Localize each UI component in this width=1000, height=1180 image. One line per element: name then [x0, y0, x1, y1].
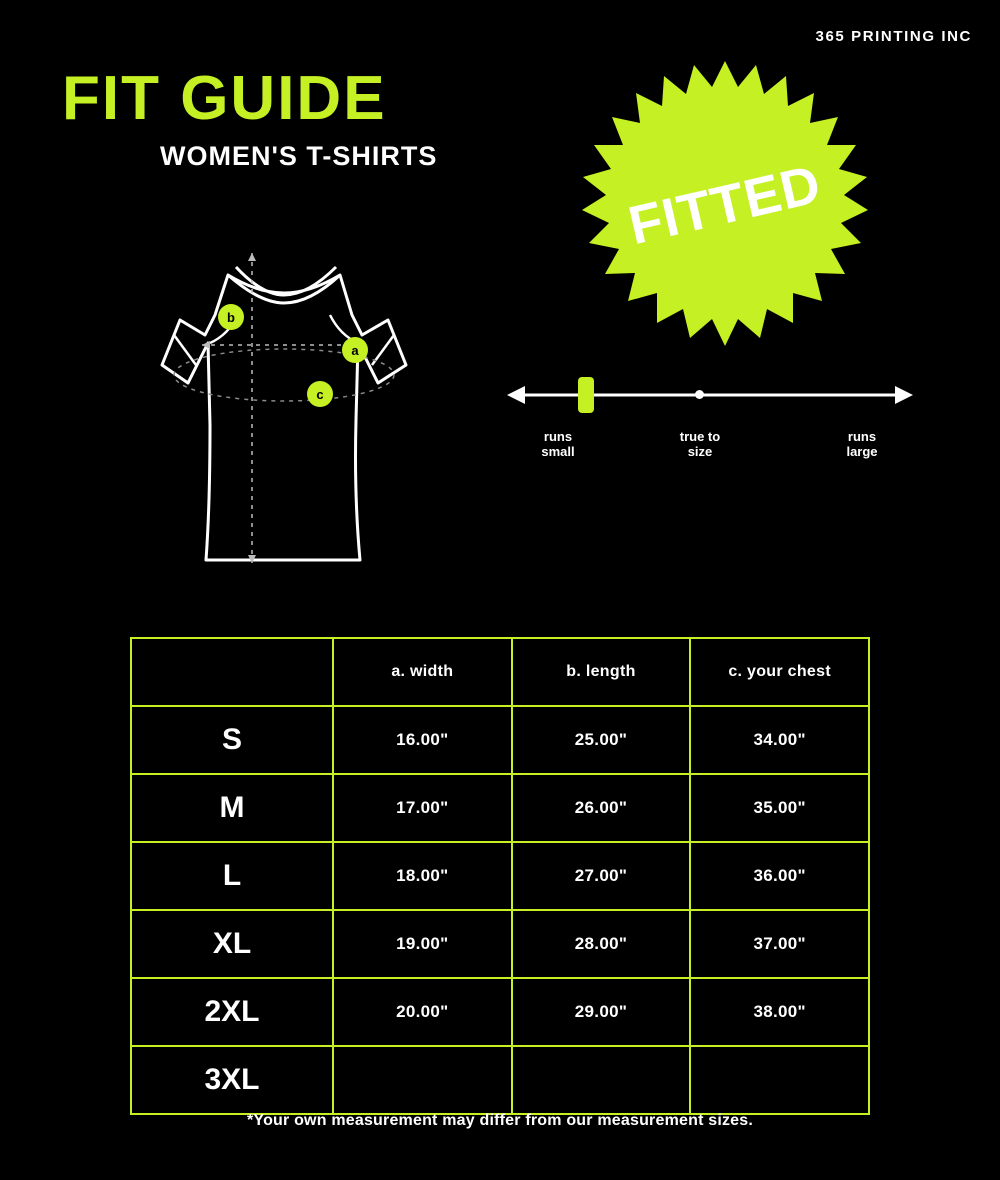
row-width: 19.00" [333, 910, 512, 978]
fit-scale [505, 370, 915, 480]
table-row [131, 706, 869, 774]
row-width: 16.00" [333, 706, 512, 774]
row-size: L [131, 842, 333, 910]
row-width: 17.00" [333, 774, 512, 842]
row-length: 29.00" [512, 978, 691, 1046]
row-size: XL [131, 910, 333, 978]
table-header-row [131, 638, 869, 706]
fit-scale-marker [578, 377, 594, 413]
table-row [131, 774, 869, 842]
table-row [131, 978, 869, 1046]
fit-scale-axis [505, 370, 915, 425]
row-length: 25.00" [512, 706, 691, 774]
page-title: FIT GUIDE [62, 64, 387, 133]
row-chest: 35.00" [690, 774, 869, 842]
brand-logo: 365 PRINTING INC [815, 28, 972, 45]
table-row [131, 1046, 869, 1114]
row-size: 2XL [131, 978, 333, 1046]
row-size: S [131, 706, 333, 774]
row-length: 28.00" [512, 910, 691, 978]
page-subtitle: WOMEN'S T-SHIRTS [160, 141, 438, 171]
row-width: 18.00" [333, 842, 512, 910]
scale-label-true-to-size [653, 430, 747, 460]
row-width: 20.00" [333, 978, 512, 1046]
row-size: 3XL [131, 1046, 333, 1114]
measure-badge-b: b [218, 304, 244, 330]
measure-badge-c: c [307, 381, 333, 407]
scale-label-runs-small-line2: small [541, 443, 575, 459]
row-length [512, 1046, 691, 1114]
scale-label-runs-large-line2: large [846, 443, 878, 459]
row-length: 26.00" [512, 774, 691, 842]
size-chart [130, 637, 870, 1115]
scale-label-runs-large-line1: runs [847, 429, 877, 444]
table-header-width: a. width [333, 638, 512, 706]
scale-label-runs-small [513, 430, 603, 460]
row-width [333, 1046, 512, 1114]
scale-label-runs-small-line1: runs [543, 429, 573, 444]
row-chest: 36.00" [690, 842, 869, 910]
fitted-label: FITTED [623, 153, 827, 257]
scale-label-true-line2: size [687, 443, 713, 459]
tshirt-illustration [110, 215, 470, 595]
table-row [131, 842, 869, 910]
row-chest: 37.00" [690, 910, 869, 978]
tshirt-diagram [110, 215, 470, 595]
size-table [130, 637, 870, 1115]
row-chest: 34.00" [690, 706, 869, 774]
measurement-disclaimer: *Your own measurement may differ from our measurement sizes. [246, 1112, 754, 1129]
scale-label-runs-large [815, 430, 909, 460]
row-size: M [131, 774, 333, 842]
table-row [131, 910, 869, 978]
fit-scale-midpoint-dot [695, 390, 704, 399]
fitted-badge [575, 55, 875, 355]
row-length: 27.00" [512, 842, 691, 910]
table-header-chest: c. your chest [690, 638, 869, 706]
table-header-empty [131, 638, 333, 706]
row-chest: 38.00" [690, 978, 869, 1046]
row-chest [690, 1046, 869, 1114]
scale-label-true-line1: true to [679, 429, 721, 444]
table-header-length: b. length [512, 638, 691, 706]
measure-badge-a: a [342, 337, 368, 363]
